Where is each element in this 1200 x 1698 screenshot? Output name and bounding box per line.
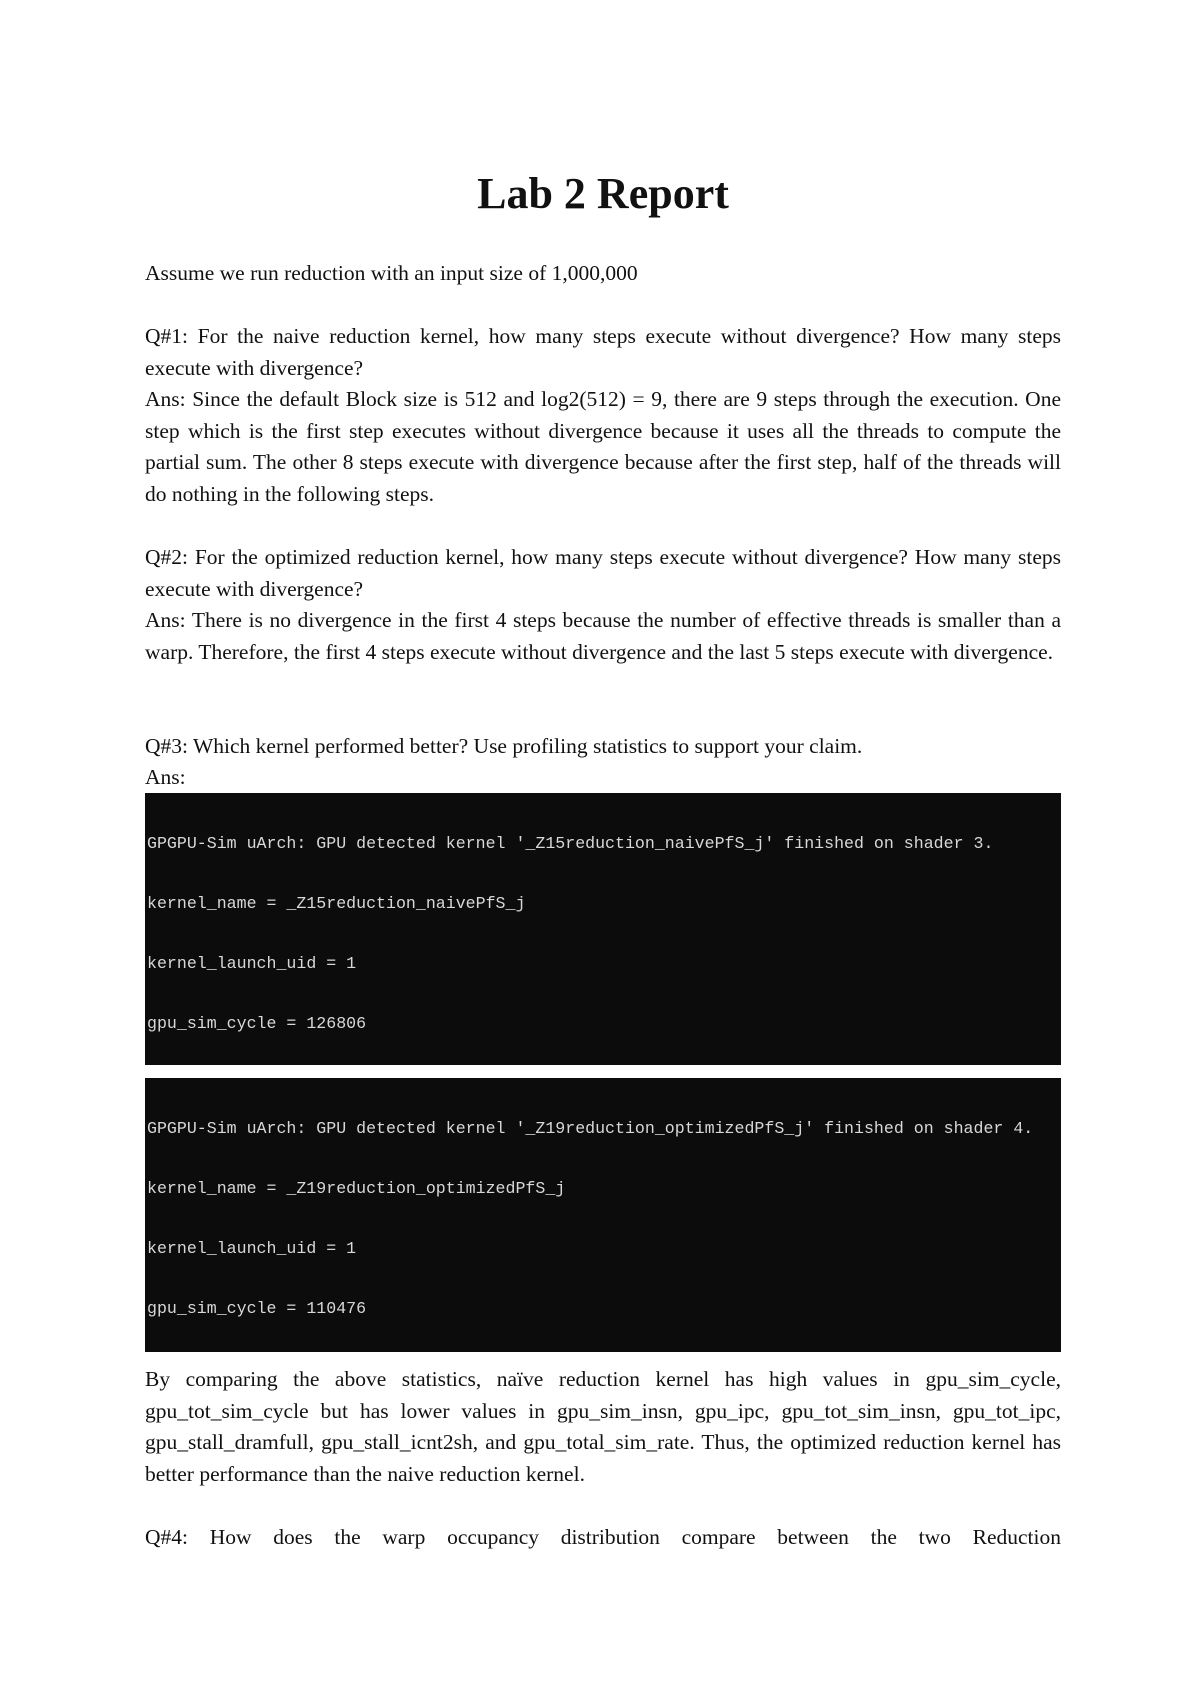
terminal-line: kernel_name = _Z19reduction_optimizedPfS_j	[147, 1179, 566, 1198]
q2-answer: Ans: There is no divergence in the first 4 steps because the number of effective threads is smaller than a warp. Therefore, the first 4 steps execute without divergence and the last 5 steps execute with divergence.	[145, 608, 1061, 664]
q3-conclusion: By comparing the above statistics, naïve reduction kernel has high values in gpu_sim_cycle, gpu_tot_sim_cycle but has lower values in gpu_sim_insn, gpu_ipc, gpu_tot_sim_insn, gpu_tot_ipc, gpu_stall_dramfull, gpu_stall_icnt2sh, and gpu_total_sim_rate. Thus, the optimized reduction kernel has better performance than the naive reduction kernel.	[145, 1367, 1061, 1486]
optimized-kernel-terminal-output	[145, 1078, 1061, 1352]
terminal-line: gpu_sim_cycle = 126806	[147, 1014, 367, 1033]
q1-answer: Ans: Since the default Block size is 512 and log2(512) = 9, there are 9 steps through the execution. One step which is the first step executes without divergence because it uses all the threads to compute the partial sum. The other 8 steps execute with divergence because after the first step, half of the threads will do nothing in the following steps.	[145, 387, 1061, 506]
terminal-line: kernel_launch_uid = 1	[147, 954, 357, 973]
terminal-line: GPGPU-Sim uArch: GPU detected kernel '_Z15reduction_naivePfS_j' finished on shader 3.	[147, 834, 994, 853]
page-title: Lab 2 Report	[477, 169, 729, 218]
terminal-line: kernel_name = _Z15reduction_naivePfS_j	[147, 894, 526, 913]
terminal-line: gpu_sim_cycle = 110476	[147, 1299, 367, 1318]
terminal-line: GPGPU-Sim uArch: GPU detected kernel '_Z19reduction_optimizedPfS_j' finished on shader 4.	[147, 1119, 1034, 1138]
naive-kernel-terminal-output	[145, 793, 1061, 1065]
q3-answer-label: Ans:	[145, 765, 186, 789]
q1-question: Q#1: For the naive reduction kernel, how many steps execute without divergence? How many steps execute with divergence?	[145, 324, 1061, 380]
q2-question: Q#2: For the optimized reduction kernel, how many steps execute without divergence? How many steps execute with divergence?	[145, 545, 1061, 601]
intro-text: Assume we run reduction with an input size of 1,000,000	[145, 261, 638, 285]
q3-question: Q#3: Which kernel performed better? Use profiling statistics to support your claim.	[145, 734, 863, 758]
q4-question: Q#4: How does the warp occupancy distribution compare between the two Reduction	[145, 1525, 1061, 1549]
terminal-line: kernel_launch_uid = 1	[147, 1239, 357, 1258]
